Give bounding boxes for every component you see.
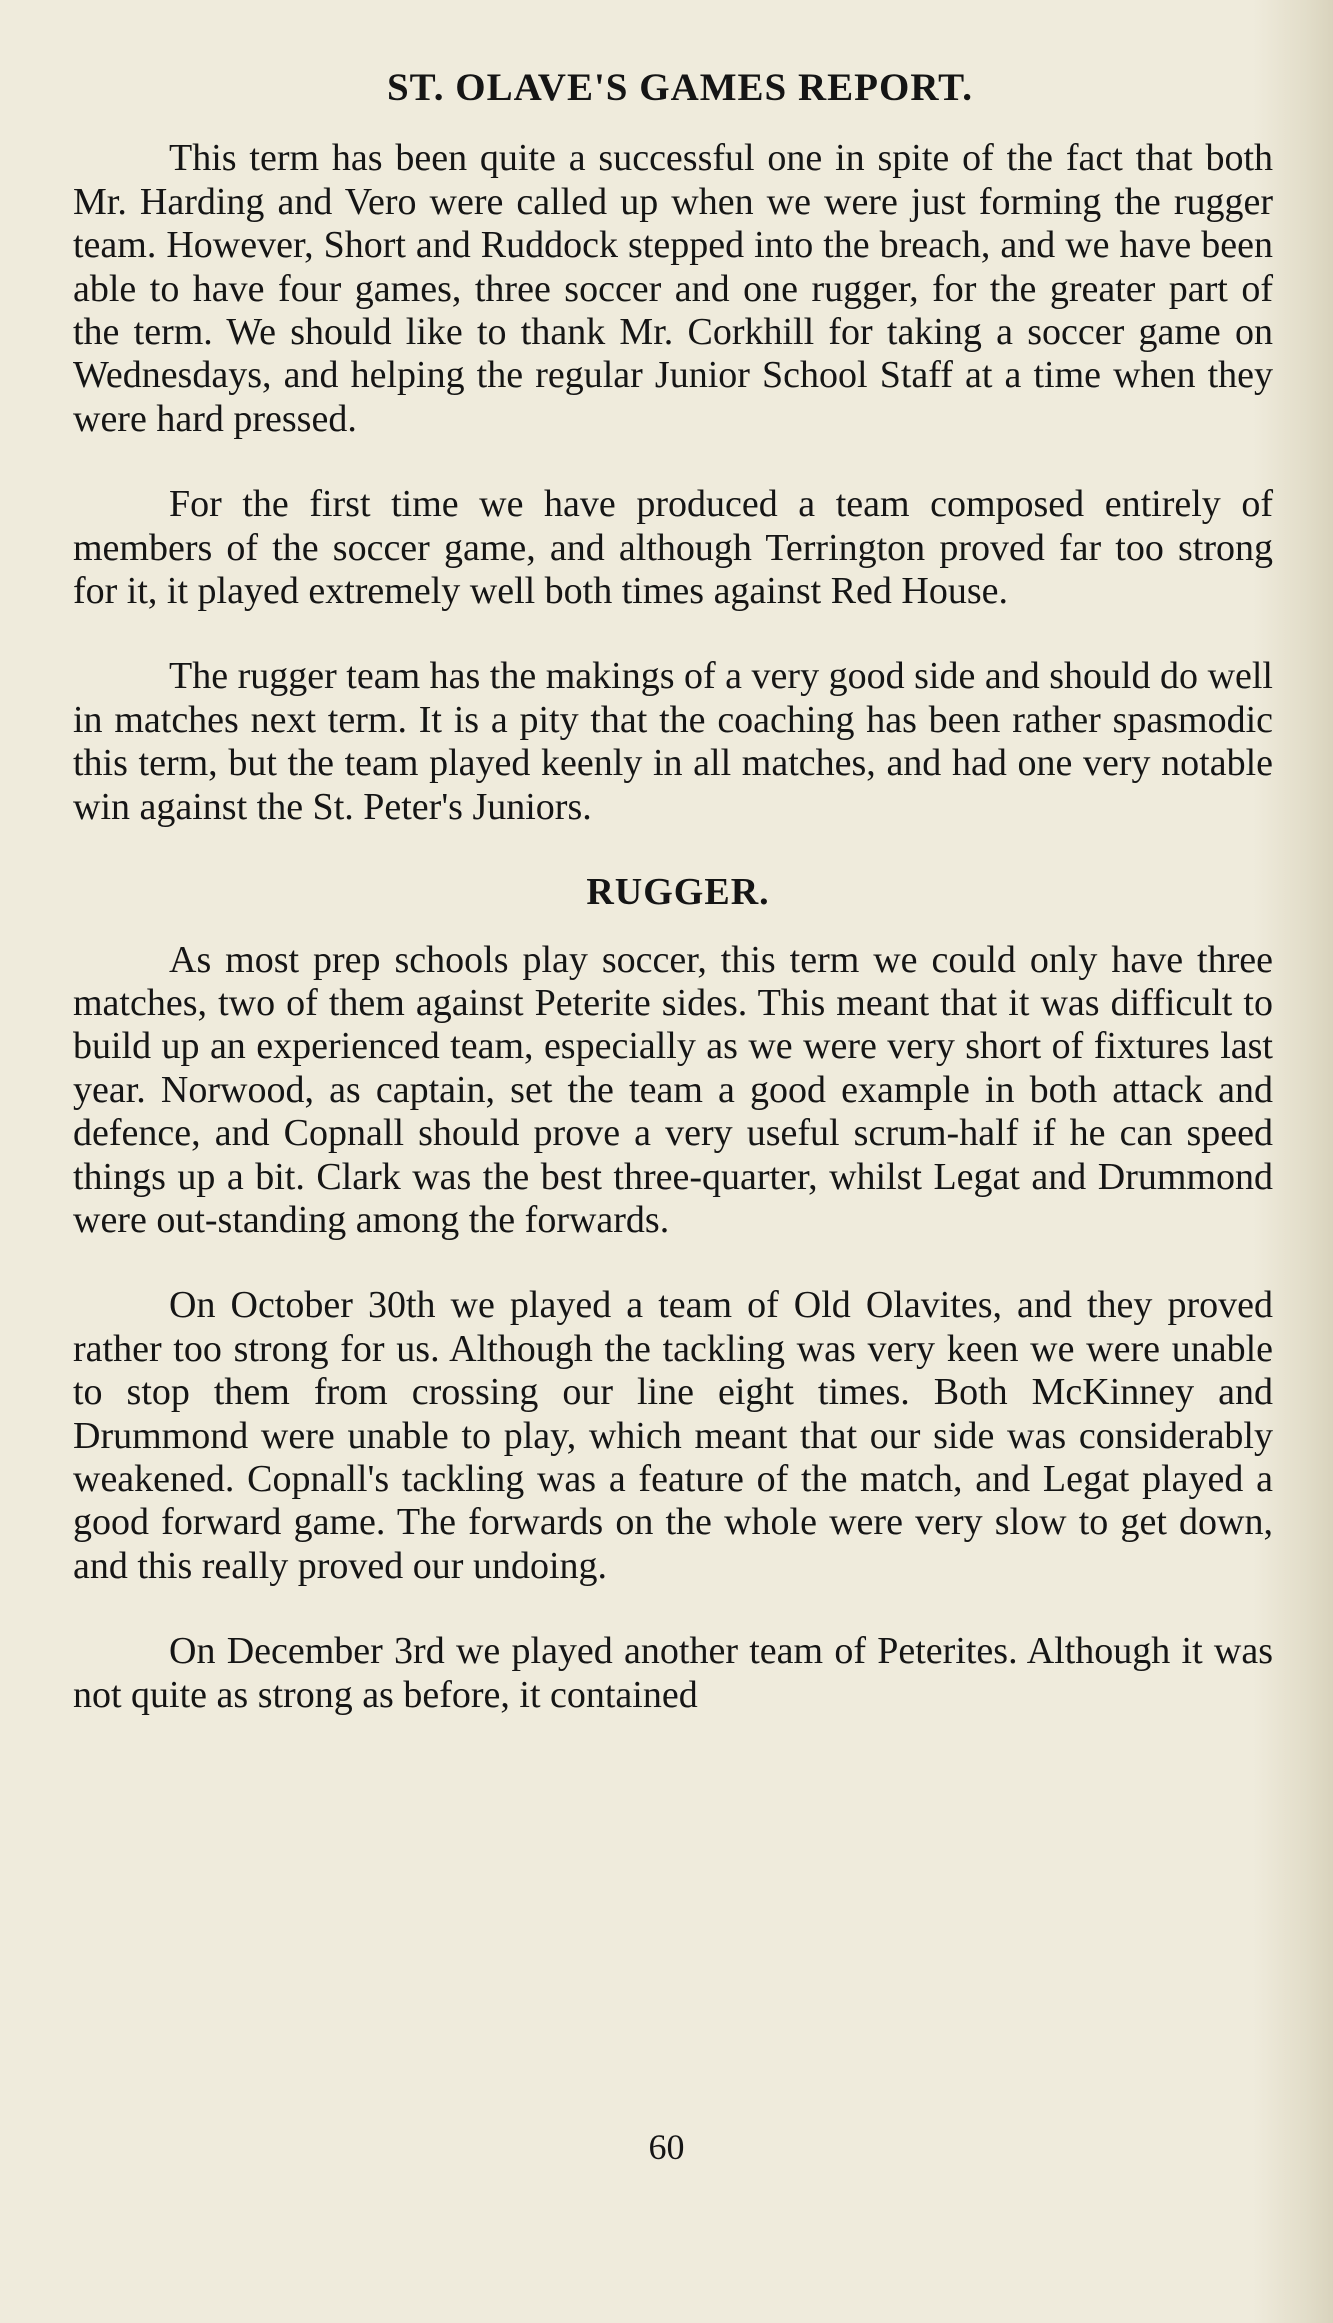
page-number: 60 xyxy=(648,2127,685,2167)
paragraph-rugger-season: As most prep schools play soccer, this term we could only have three matches, two of them against Peterite sides. This meant that it was difficult to build up an experienced team, especially as we were very short of fixtures last year. Norwood, as captain, set the team a good example in both attack and defence, and Copnall should prove a very useful scrum-half if he can speed things up a bit. Clark was the best three-quarter, whilst Legat and Drummond were out-standing among the forwards. xyxy=(73,938,1273,1241)
paragraph-soccer-team: For the first time we have produced a team composed entirely of members of the soccer game, and although Terrington proved far too strong for it, it played extremely well both times against Red House. xyxy=(73,483,1273,613)
paragraph-december-match: On December 3rd we played another team of Peterites. Although it was not quite as strong as before, it contained xyxy=(73,1630,1273,1716)
page-title: ST. OLAVE'S GAMES REPORT. xyxy=(386,66,973,109)
paragraph-rugger-team: The rugger team has the makings of a very good side and should do well in matches next term. It is a pity that the coaching has been rather spasmodic this term, but the team played keenly in all matches, and had one very notable win against the St. Peter's Juniors. xyxy=(73,655,1273,828)
paragraph-october-match: On October 30th we played a team of Old Olavites, and they proved rather too strong for us. Although the tackling was very keen we were unable to stop them from crossing our line eight times. Both McKinney and Drummond were unable to play, which meant that our side was considerably weakened. Copnall's tackling was a feature of the match, and Legat played a good forward game. The forwards on the whole were very slow to get down, and this really proved our undoing. xyxy=(73,1284,1273,1587)
section-heading-rugger: RUGGER. xyxy=(586,871,770,914)
paragraph-intro: This term has been quite a successful one in spite of the fact that both Mr. Harding and Vero were called up when we were just forming the rugger team. However, Short and Ruddock stepped into the breach, and we have been able to have four games, three soccer and one rugger, for the greater part of the term. We should like to thank Mr. Corkhill for taking a soccer game on Wednesdays, and helping the regular Junior School Staff at a time when they were hard pressed. xyxy=(73,137,1273,440)
